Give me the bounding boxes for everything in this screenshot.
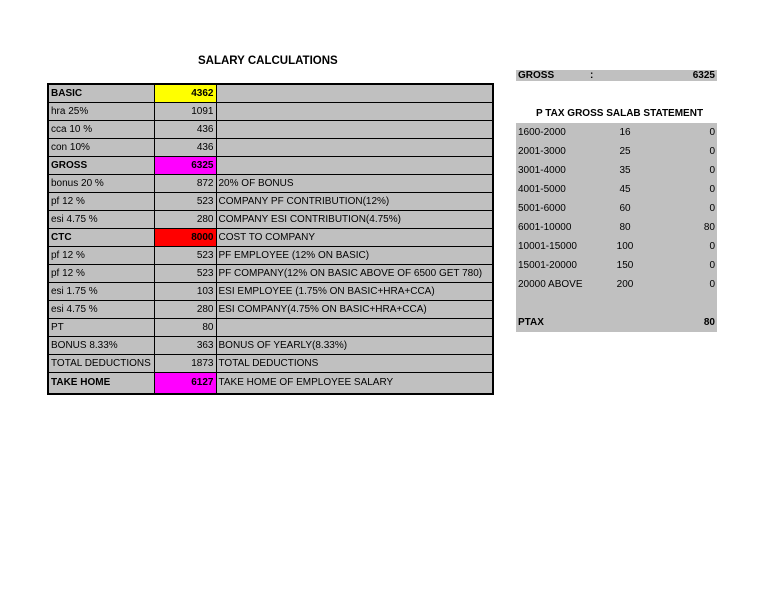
ptax-slab-amount: 0	[652, 237, 717, 256]
salary-row-value: 872	[154, 175, 216, 193]
salary-row-label: pf 12 %	[48, 265, 154, 283]
salary-row-note: ESI EMPLOYEE (1.75% ON BASIC+HRA+CCA)	[216, 283, 493, 301]
salary-row-label: esi 4.75 %	[48, 211, 154, 229]
ptax-total-label: PTAX	[516, 313, 598, 332]
salary-row-note: COMPANY ESI CONTRIBUTION(4.75%)	[216, 211, 493, 229]
ptax-spacer-cell	[516, 294, 598, 313]
ptax-slab-rate: 45	[598, 180, 652, 199]
salary-row	[48, 301, 493, 319]
gross-summary-separator: :	[590, 70, 594, 81]
ptax-slab-rate: 60	[598, 199, 652, 218]
salary-row-note: COMPANY PF CONTRIBUTION(12%)	[216, 193, 493, 211]
salary-row-value: 436	[154, 139, 216, 157]
salary-row-note: PF EMPLOYEE (12% ON BASIC)	[216, 247, 493, 265]
gross-summary-value: 6325	[692, 70, 715, 81]
salary-row-value: 6127	[154, 373, 216, 395]
salary-row-note: 20% OF BONUS	[216, 175, 493, 193]
salary-row-value: 523	[154, 193, 216, 211]
salary-row-note	[216, 139, 493, 157]
salary-row-label: pf 12 %	[48, 247, 154, 265]
salary-row-note	[216, 84, 493, 103]
ptax-slab-range: 1600-2000	[516, 123, 598, 142]
salary-row-value: 280	[154, 301, 216, 319]
ptax-slab-amount: 0	[652, 142, 717, 161]
ptax-spacer-row	[516, 294, 717, 313]
ptax-slab-range: 6001-10000	[516, 218, 598, 237]
ptax-slab-amount: 80	[652, 218, 717, 237]
salary-row-label: esi 1.75 %	[48, 283, 154, 301]
ptax-spacer-cell	[598, 294, 652, 313]
ptax-slab-range: 2001-3000	[516, 142, 598, 161]
ptax-slab-amount: 0	[652, 256, 717, 275]
salary-row	[48, 175, 493, 193]
salary-row-value: 8000	[154, 229, 216, 247]
salary-row	[48, 373, 493, 395]
salary-row-label: bonus 20 %	[48, 175, 154, 193]
ptax-slab-row	[516, 161, 717, 180]
ptax-total-value: 80	[652, 313, 717, 332]
salary-row-label: con 10%	[48, 139, 154, 157]
salary-row	[48, 211, 493, 229]
salary-row-note: TAKE HOME OF EMPLOYEE SALARY	[216, 373, 493, 395]
salary-row-note: TOTAL DEDUCTIONS	[216, 355, 493, 373]
ptax-slab-amount: 0	[652, 199, 717, 218]
salary-row-label: pf 12 %	[48, 193, 154, 211]
ptax-slab-rate: 35	[598, 161, 652, 180]
gross-summary-line	[516, 70, 717, 81]
salary-row-label: CTC	[48, 229, 154, 247]
ptax-slab-row	[516, 142, 717, 161]
salary-row-value: 436	[154, 121, 216, 139]
salary-row-note: ESI COMPANY(4.75% ON BASIC+HRA+CCA)	[216, 301, 493, 319]
ptax-slab-range: 5001-6000	[516, 199, 598, 218]
salary-row-note	[216, 121, 493, 139]
salary-row-label: TOTAL DEDUCTIONS	[48, 355, 154, 373]
ptax-slab-amount: 0	[652, 123, 717, 142]
ptax-slab-range: 20000 ABOVE	[516, 275, 598, 294]
salary-row	[48, 283, 493, 301]
salary-row-label: GROSS	[48, 157, 154, 175]
salary-row-value: 6325	[154, 157, 216, 175]
salary-row-value: 103	[154, 283, 216, 301]
ptax-slab-row	[516, 199, 717, 218]
ptax-slab-row	[516, 237, 717, 256]
salary-row-note	[216, 103, 493, 121]
ptax-slab-range: 4001-5000	[516, 180, 598, 199]
ptax-slab-range: 15001-20000	[516, 256, 598, 275]
ptax-total-row	[516, 313, 717, 332]
salary-row-label: BASIC	[48, 84, 154, 103]
salary-row	[48, 355, 493, 373]
ptax-title: P TAX GROSS SALAB STATEMENT	[536, 108, 704, 119]
ptax-slab-row	[516, 256, 717, 275]
salary-table	[47, 83, 494, 395]
ptax-slab-rate: 100	[598, 237, 652, 256]
salary-row-label: BONUS 8.33%	[48, 337, 154, 355]
ptax-slab-rate: 80	[598, 218, 652, 237]
salary-row-value: 363	[154, 337, 216, 355]
salary-row-value: 4362	[154, 84, 216, 103]
salary-row	[48, 193, 493, 211]
salary-row	[48, 247, 493, 265]
salary-row-label: esi 4.75 %	[48, 301, 154, 319]
salary-row	[48, 229, 493, 247]
salary-row-value: 280	[154, 211, 216, 229]
ptax-slab-range: 10001-15000	[516, 237, 598, 256]
page-title: SALARY CALCULATIONS	[198, 55, 338, 67]
ptax-slab-range: 3001-4000	[516, 161, 598, 180]
ptax-slab-row	[516, 275, 717, 294]
salary-row-note	[216, 319, 493, 337]
salary-row-note: COST TO COMPANY	[216, 229, 493, 247]
salary-row	[48, 265, 493, 283]
salary-row-label: hra 25%	[48, 103, 154, 121]
ptax-slab-row	[516, 180, 717, 199]
salary-row-note: BONUS OF YEARLY(8.33%)	[216, 337, 493, 355]
salary-row	[48, 84, 493, 103]
salary-row-value: 1873	[154, 355, 216, 373]
ptax-slab-row	[516, 123, 717, 142]
ptax-slab-rate: 25	[598, 142, 652, 161]
salary-row	[48, 121, 493, 139]
salary-row-value: 1091	[154, 103, 216, 121]
ptax-slab-row	[516, 218, 717, 237]
ptax-total-blank	[598, 313, 652, 332]
gross-summary-label: GROSS	[518, 70, 555, 81]
salary-row	[48, 337, 493, 355]
salary-row-label: cca 10 %	[48, 121, 154, 139]
ptax-slab-table	[516, 123, 717, 332]
salary-row	[48, 103, 493, 121]
salary-row-label: TAKE HOME	[48, 373, 154, 395]
ptax-slab-amount: 0	[652, 161, 717, 180]
salary-row-label: PT	[48, 319, 154, 337]
ptax-slab-amount: 0	[652, 180, 717, 199]
salary-row-value: 80	[154, 319, 216, 337]
salary-row-note	[216, 157, 493, 175]
ptax-slab-rate: 150	[598, 256, 652, 275]
ptax-spacer-cell	[652, 294, 717, 313]
salary-row-note: PF COMPANY(12% ON BASIC ABOVE OF 6500 GET 780)	[216, 265, 493, 283]
salary-row	[48, 157, 493, 175]
ptax-slab-rate: 200	[598, 275, 652, 294]
salary-row	[48, 139, 493, 157]
salary-row-value: 523	[154, 265, 216, 283]
ptax-slab-amount: 0	[652, 275, 717, 294]
salary-row-value: 523	[154, 247, 216, 265]
ptax-slab-rate: 16	[598, 123, 652, 142]
salary-row	[48, 319, 493, 337]
